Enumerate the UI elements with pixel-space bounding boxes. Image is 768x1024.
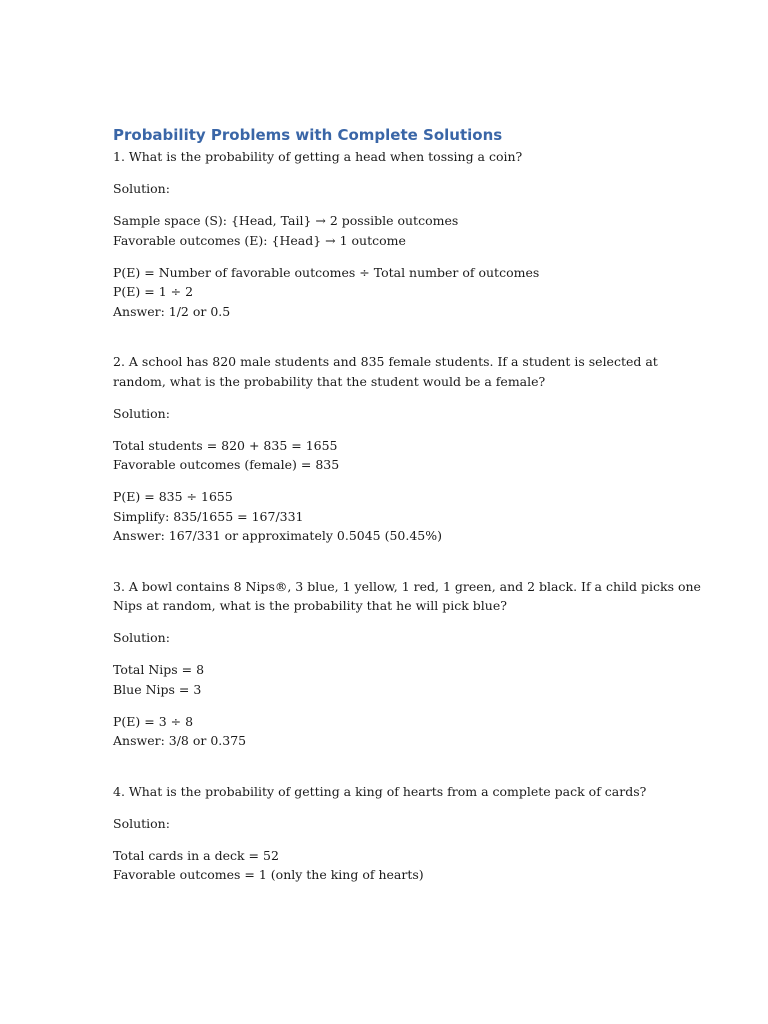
- given-line: Total cards in a deck = 52: [113, 847, 279, 863]
- problem-question: 3. A bowl contains 8 Nips®, 3 blue, 1 yellow, 1 red, 1 green, and 2 black. If a child picks one: [113, 578, 701, 594]
- given-line: Total Nips = 8: [113, 662, 205, 677]
- problem-1: [113, 147, 673, 321]
- solution-label: Solution:: [113, 405, 170, 421]
- problem-question: 4. What is the probability of getting a king of hearts from a complete pack of cards?: [113, 783, 647, 799]
- solution-label: Solution:: [113, 630, 170, 645]
- given-line: Favorable outcomes = 1 (only the king of hearts): [113, 867, 424, 882]
- document-title: Probability Problems with Complete Solutions: [113, 126, 503, 144]
- solution-label: Solution:: [113, 181, 170, 196]
- answer-line: Answer: 3/8 or 0.375: [113, 733, 247, 748]
- answer-line: Answer: 167/331 or approximately 0.5045 (50.45%): [113, 528, 443, 543]
- solution-label: Solution:: [113, 815, 170, 831]
- given-line: Blue Nips = 3: [113, 681, 202, 697]
- work-line: P(E) = 835 ÷ 1655: [113, 489, 233, 504]
- problem-3: [113, 577, 701, 751]
- problem-question: 2. A school has 820 male students and 835 female students. If a student is selected at: [113, 354, 658, 369]
- given-line: Sample space (S): {Head, Tail} → 2 possible outcomes: [113, 213, 459, 228]
- answer-line: Answer: 1/2 or 0.5: [113, 303, 231, 319]
- work-line: P(E) = 3 ÷ 8: [113, 713, 194, 729]
- work-line: P(E) = Number of favorable outcomes ÷ Total number of outcomes: [113, 264, 540, 280]
- problem-question: Nips at random, what is the probability that he will pick blue?: [113, 598, 507, 613]
- given-line: Total students = 820 + 835 = 1655: [113, 437, 338, 453]
- given-line: Favorable outcomes (female) = 835: [113, 457, 340, 472]
- problem-question: random, what is the probability that the student would be a female?: [113, 373, 546, 389]
- document-page: [113, 124, 701, 885]
- problem-4: [113, 782, 673, 885]
- problem-2: [113, 352, 673, 546]
- given-line: Favorable outcomes (E): {Head} → 1 outcome: [113, 232, 406, 248]
- work-line: Simplify: 835/1655 = 167/331: [113, 508, 304, 524]
- work-line: P(E) = 1 ÷ 2: [113, 284, 194, 299]
- problem-question: 1. What is the probability of getting a head when tossing a coin?: [113, 149, 523, 164]
